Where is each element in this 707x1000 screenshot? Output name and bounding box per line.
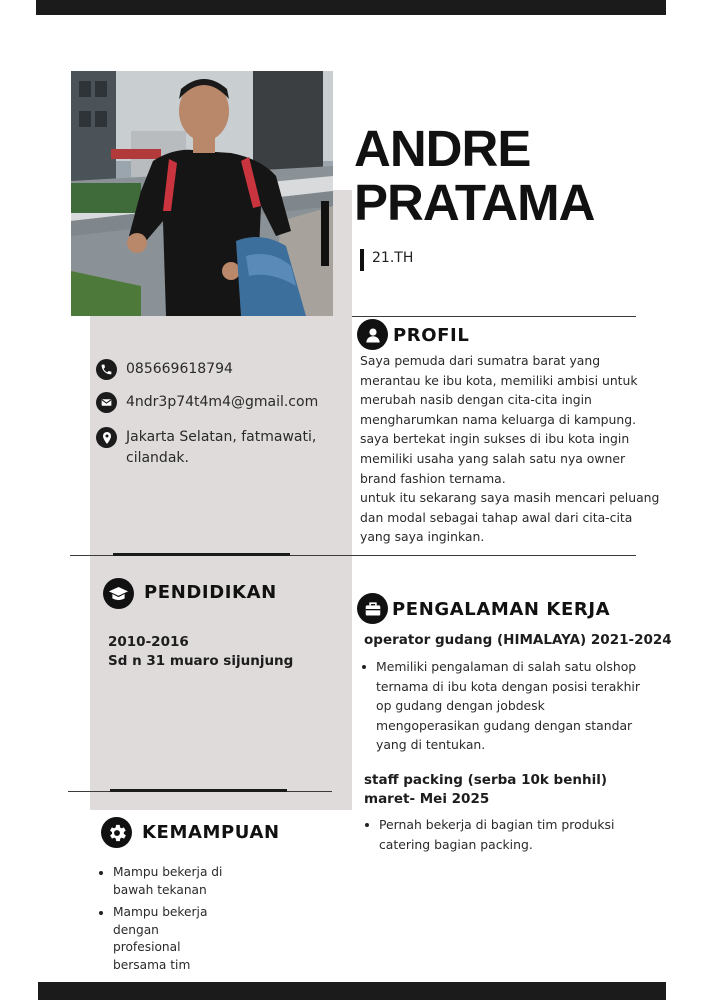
education-years: 2010-2016: [108, 634, 189, 650]
profile-photo: [71, 71, 333, 316]
skills-list: [99, 864, 224, 979]
photo-side-strip: [332, 190, 352, 316]
full-name: [354, 122, 594, 230]
email-icon: [96, 392, 117, 413]
first-name: ANDRE: [354, 120, 531, 177]
education-entry: [108, 633, 293, 671]
job-title-line: staff packing (serba 10k benhil): [364, 772, 608, 788]
age: 21.TH: [372, 250, 414, 266]
age-accent-bar: [360, 249, 364, 271]
lower-divider-accent: [110, 789, 287, 792]
list-item: Pernah bekerja di bagian tim produksi catering bagian packing.: [365, 815, 635, 854]
education-school: Sd n 31 muaro sijunjung: [108, 653, 294, 669]
experience-title: PENGALAMAN KERJA: [392, 599, 611, 620]
phone-icon: [96, 359, 117, 380]
contact-phone: [96, 359, 351, 380]
contact-email: [96, 392, 351, 413]
profile-title: PROFIL: [393, 325, 470, 346]
email-address: 4ndr3p74t4m4@gmail.com: [126, 394, 319, 410]
list-item: Mampu bekerja di bawah tekanan: [99, 864, 224, 899]
skills-title: KEMAMPUAN: [142, 822, 280, 843]
location-pin-icon: [96, 427, 117, 448]
profile-description: [360, 351, 660, 547]
bottom-bar: [38, 982, 666, 1000]
list-item: Mampu bekerja dengan profesional bersama tim: [99, 904, 224, 974]
profile-paragraph: Saya pemuda dari sumatra barat yang merantau ke ibu kota, memiliki ambisi untuk merubah nasib dengan cita-cita ingin mengharumkan nama keluarga di kampung. saya bertekat ingin sukses di ibu kota ingin memiliki usaha yang salah satu nya owner brand fashion ternama.: [360, 353, 638, 486]
contact-address: [96, 427, 351, 469]
profile-paragraph: untuk itu sekarang saya masih mencari peluang dan modal sebagai tahap awal dari cita-cita yang saya inginkan.: [360, 490, 660, 545]
user-icon: [357, 319, 388, 350]
job-bullets: [362, 657, 642, 755]
top-bar: [36, 0, 666, 15]
last-name: PRATAMA: [354, 174, 595, 231]
education-title: PENDIDIKAN: [144, 582, 277, 603]
profile-divider: [352, 316, 636, 317]
list-item: Memiliki pengalaman di salah satu olshop ternama di ibu kota dengan posisi terakhir op gudang dengan jobdesk mengoperasikan gudang dengan standar yang di tentukan.: [362, 657, 642, 755]
job-bullets: [365, 815, 635, 854]
left-panel-background: [90, 316, 352, 810]
gear-icon: [101, 817, 132, 848]
phone-number: 085669618794: [126, 361, 233, 377]
job-title: operator gudang (HIMALAYA) 2021-2024: [364, 632, 672, 648]
graduation-cap-icon: [103, 578, 134, 609]
middle-divider-accent: [113, 553, 290, 556]
job-title: [364, 771, 607, 809]
address: Jakarta Selatan, fatmawati, cilandak.: [126, 429, 317, 466]
job-dates: maret- Mei 2025: [364, 791, 490, 807]
briefcase-icon: [357, 593, 388, 624]
